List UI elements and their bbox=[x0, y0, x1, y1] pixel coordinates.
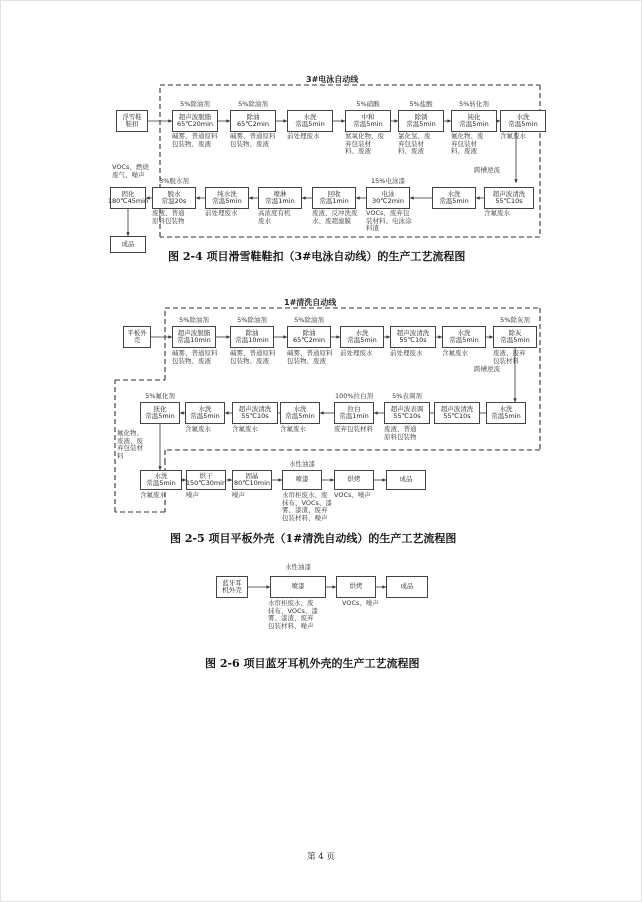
step-1line-row1-2-text: 除油 bbox=[302, 328, 316, 337]
input-tablet-shell-text: 平板外 bbox=[127, 328, 147, 337]
emission-note: 料、废液 bbox=[345, 147, 371, 156]
curing-step bbox=[107, 187, 149, 209]
reagent-label: 5%除灰剂 bbox=[500, 316, 530, 324]
step-1line-row3-1-text: 烘干 bbox=[199, 471, 213, 480]
step-3line-row1-1-text: 65℃2min bbox=[237, 120, 269, 128]
emission-note: 包装材料 bbox=[493, 356, 519, 365]
step-3line-row2-5-text: 常温5min bbox=[439, 197, 469, 205]
input-ski-buckle bbox=[116, 110, 148, 132]
step-1line-row1-3 bbox=[340, 326, 384, 348]
reagent-label: 5%硝酸 bbox=[356, 100, 380, 108]
product-box bbox=[110, 236, 146, 253]
step-3line-row2-2-text: 常温1min bbox=[265, 197, 295, 205]
spray-step-text: 喷漆 bbox=[291, 582, 305, 591]
emission-note: 氯化氢、废 bbox=[398, 132, 431, 140]
bake-step-text: 烘烤 bbox=[349, 582, 363, 591]
step-1line-row1-5 bbox=[442, 326, 486, 348]
step-3line-row1-2-text: 常温5min bbox=[295, 120, 325, 128]
reagent-label: 5%除油剂 bbox=[237, 316, 267, 324]
emission-note: 包装物、废液 bbox=[172, 139, 211, 148]
input-ski-buckle-text: 浮雪鞋 bbox=[122, 112, 142, 121]
reagent-label: 5%转化剂 bbox=[459, 100, 489, 108]
step-1line-row2-3-text: 常温5min bbox=[285, 412, 315, 420]
step-1line-row1-2 bbox=[287, 326, 331, 348]
step-1line-row1-0 bbox=[172, 326, 216, 348]
product-box-text: 成品 bbox=[121, 239, 135, 248]
step-3line-row2-3 bbox=[312, 187, 356, 209]
step-1line-row2-6-text: 55℃10s bbox=[443, 412, 471, 420]
curing-emission: 废气、噪声 bbox=[112, 170, 145, 179]
emission-note: 碱雾、普通原料 bbox=[287, 349, 333, 357]
step-1line-row3-0 bbox=[140, 470, 182, 490]
emission-note: 包装物、废液 bbox=[230, 139, 269, 148]
emission-note: 高浓度有机 bbox=[258, 209, 291, 217]
emission-note: 前处理废水 bbox=[340, 349, 373, 357]
step-3line-row2-4-text: 30℃2min bbox=[372, 197, 404, 205]
side-emission-note: 氟化物、 bbox=[117, 429, 143, 437]
emission-note: 含氟废水 bbox=[232, 425, 258, 433]
emission-note: 弃包装材 bbox=[398, 139, 424, 148]
emission-note: 雾、漆渣、废弃 bbox=[268, 614, 314, 623]
emission-note: 前处理废水 bbox=[390, 349, 423, 357]
step-1line-row1-6-text: 常温5min bbox=[500, 336, 530, 344]
step-3line-row2-1-text: 常温5min bbox=[212, 197, 242, 205]
emission-note: 碱雾、普通原料 bbox=[172, 132, 218, 140]
arrow-head bbox=[225, 411, 229, 414]
arrow-head bbox=[410, 196, 414, 199]
countercurrent-label: 跨槽逆流 bbox=[474, 365, 500, 373]
emission-note: 氮氧化物、废 bbox=[345, 132, 384, 140]
emission-note: 原料包装物 bbox=[152, 216, 185, 225]
step-1line-row1-0-text: 常温10min bbox=[177, 336, 211, 344]
figure-2-5-caption: 图 2-5 项目平板外壳（1#清洗自动线）的生产工艺流程图 bbox=[170, 532, 457, 545]
emission-note: 废液、普通 bbox=[152, 209, 185, 217]
step-3line-row2-6-text: 55℃10s bbox=[495, 197, 523, 205]
figure-2-6-caption: 图 2-6 项目蓝牙耳机外壳的生产工艺流程图 bbox=[205, 657, 420, 670]
input-earphone-shell-text: 蓝牙耳 bbox=[222, 578, 242, 587]
step-1line-row1-1 bbox=[230, 326, 274, 348]
step-1line-row2-2-text: 55℃10s bbox=[241, 412, 269, 420]
step-3line-row2-1-text: 纯水洗 bbox=[217, 189, 237, 198]
step-3line-row1-4-text: 常温5min bbox=[406, 120, 436, 128]
step-1line-row1-3-text: 水洗 bbox=[355, 328, 369, 337]
emission-note: 噪声 bbox=[186, 491, 199, 499]
step-1line-row1-2-text: 65℃2min bbox=[293, 336, 325, 344]
step-3line-row1-2 bbox=[287, 110, 333, 132]
step-3line-row1-6-text: 常温5min bbox=[508, 120, 538, 128]
step-1line-row1-3-text: 常温5min bbox=[347, 336, 377, 344]
step-1line-row1-6-text: 除灰 bbox=[508, 328, 522, 337]
page-number: 第 4 页 bbox=[307, 852, 335, 862]
step-1line-row1-5-text: 常温5min bbox=[449, 336, 479, 344]
input-ski-buckle-text: 鞋扣 bbox=[125, 120, 139, 128]
input-earphone-shell-text: 机外壳 bbox=[222, 586, 242, 594]
step-1line-row2-6 bbox=[434, 402, 480, 424]
emission-note: 包装材料、噪声 bbox=[282, 513, 328, 522]
step-1line-row3-4 bbox=[334, 470, 374, 490]
curing-step-text: 固化 bbox=[121, 189, 135, 198]
emission-note: 碱雾、普通原料 bbox=[172, 349, 218, 357]
reagent-label: 5%氟化剂 bbox=[145, 392, 175, 400]
emission-note: VOCs、噪声 bbox=[334, 491, 371, 499]
input-tablet-shell bbox=[123, 326, 151, 348]
emission-note: 水帘柜废水、废 bbox=[282, 491, 328, 499]
arrow-head bbox=[180, 411, 184, 414]
emission-note: 含氟废水 bbox=[500, 132, 526, 140]
step-1line-row2-6-text: 超声波清洗 bbox=[440, 404, 474, 413]
paint-label: 水性油漆 bbox=[285, 563, 311, 571]
step-1line-row2-7 bbox=[486, 402, 526, 424]
step-3line-row2-4-text: 电泳 bbox=[381, 189, 395, 198]
arrow-head bbox=[249, 196, 253, 199]
emission-note: 前处理废水 bbox=[287, 132, 320, 140]
emission-note: 碱雾、普通原料 bbox=[230, 349, 276, 357]
emission-note: 包装物、废液 bbox=[172, 356, 211, 365]
step-3line-row2-5-text: 水洗 bbox=[447, 189, 461, 198]
curing-emission: VOCs、燃烧 bbox=[112, 163, 149, 171]
reagent-label: 5%盐酸 bbox=[409, 100, 433, 108]
step-3line-row2-1 bbox=[205, 187, 249, 209]
bake-step bbox=[336, 576, 376, 598]
spray-step bbox=[270, 576, 326, 598]
reagent-label: 水性油漆 bbox=[289, 460, 315, 468]
step-1line-row2-4-text: 常温1min bbox=[339, 412, 369, 420]
emission-note: 料、废液 bbox=[398, 147, 424, 156]
countercurrent-label: 跨槽逆流 bbox=[474, 166, 500, 174]
arrow-head bbox=[374, 411, 378, 414]
step-1line-row2-2 bbox=[232, 402, 278, 424]
step-1line-row3-0-text: 水洗 bbox=[154, 471, 168, 480]
step-1line-row3-5-text: 成品 bbox=[399, 475, 413, 484]
step-1line-row3-4-text: 烘烤 bbox=[347, 475, 361, 484]
side-emission-note: 弃包装材 bbox=[117, 444, 143, 453]
line-label-3: 3#电泳自动线 bbox=[306, 75, 359, 84]
step-1line-row2-4 bbox=[334, 402, 374, 424]
emission-note: 包装材料、噪声 bbox=[268, 621, 314, 630]
step-3line-row1-0 bbox=[172, 110, 218, 132]
step-1line-row3-1 bbox=[186, 470, 226, 490]
side-emission-note: 废液、废 bbox=[117, 436, 143, 445]
step-3line-row2-6 bbox=[484, 187, 534, 209]
step-1line-row3-3-text: 喷漆 bbox=[295, 475, 309, 484]
line-label-1: 1#清洗自动线 bbox=[284, 298, 337, 307]
emission-note: 噪声 bbox=[232, 491, 245, 499]
emission-note: 废弃包装材料 bbox=[334, 425, 373, 433]
reagent-label: 5%表调剂 bbox=[392, 392, 422, 400]
reagent-label: 5%除油剂 bbox=[180, 100, 210, 108]
curing-step-text: 180℃45min bbox=[107, 197, 149, 205]
emission-note: 含氟废水 bbox=[280, 425, 306, 433]
step-1line-row2-0-text: 抚化 bbox=[153, 404, 167, 413]
arrow-head bbox=[320, 411, 324, 414]
input-tablet-shell-text: 壳 bbox=[133, 336, 141, 344]
arrow-head bbox=[514, 179, 517, 183]
step-1line-row2-1 bbox=[185, 402, 225, 424]
step-1line-row1-5-text: 水洗 bbox=[457, 328, 471, 337]
emission-note: 抹布、VOCs、漆 bbox=[268, 606, 318, 615]
step-3line-row1-5-text: 常温5min bbox=[459, 120, 489, 128]
emission-note: 废水 bbox=[258, 216, 271, 225]
step-3line-row1-5-text: 钝化 bbox=[467, 112, 481, 121]
step-1line-row1-4 bbox=[390, 326, 436, 348]
step-1line-row2-4-text: 拉白 bbox=[347, 404, 361, 413]
emission-note: 废液、反冲洗废 bbox=[312, 209, 358, 217]
arrow-head bbox=[356, 196, 360, 199]
step-3line-row2-0-text: 脱水 bbox=[167, 189, 181, 198]
emission-note: 氟化物、废 bbox=[451, 132, 484, 140]
step-3line-row1-0-text: 65℃20min bbox=[176, 120, 214, 128]
reagent-label: 5%除油剂 bbox=[179, 316, 209, 324]
step-1line-row2-0-text: 常温5min bbox=[145, 412, 175, 420]
step-3line-row2-2-text: 喷淋 bbox=[273, 189, 287, 198]
step-3line-row1-6 bbox=[500, 110, 546, 132]
emission-note: 装材料、电泳涂 bbox=[366, 216, 412, 225]
step-1line-row3-2 bbox=[232, 470, 272, 490]
step-1line-row3-5 bbox=[386, 470, 426, 490]
emission-note: 含氟废水 bbox=[140, 491, 166, 499]
step-1line-row2-5-text: 超声波表调 bbox=[390, 404, 424, 413]
step-3line-row2-0-text: 常温20s bbox=[161, 197, 187, 205]
emission-note: 料渣 bbox=[366, 224, 379, 233]
step-3line-row2-4 bbox=[366, 187, 410, 209]
emission-note: 含氟废水 bbox=[484, 209, 510, 217]
step-3line-row1-6-text: 水洗 bbox=[516, 112, 530, 121]
step-1line-row1-0-text: 超声波脱脂 bbox=[177, 328, 211, 337]
emission-note: 水帘柜废水、废 bbox=[268, 599, 314, 607]
side-emission-note: 料 bbox=[117, 451, 124, 460]
emission-note: 弃包装材 bbox=[451, 139, 477, 148]
step-3line-row1-1 bbox=[230, 110, 276, 132]
emission-note: 前处理废水 bbox=[205, 209, 238, 217]
emission-note: 原料包装物 bbox=[384, 432, 417, 441]
step-3line-row1-1-text: 除油 bbox=[246, 112, 260, 121]
step-1line-row2-5-text: 55℃10s bbox=[393, 412, 421, 420]
emission-note: 包装物、废液 bbox=[287, 356, 326, 365]
step-3line-row2-0 bbox=[152, 187, 196, 209]
step-1line-row3-3 bbox=[282, 470, 322, 490]
step-1line-row2-7-text: 水洗 bbox=[499, 404, 513, 413]
emission-note: 水、废超滤膜 bbox=[312, 216, 351, 225]
product-step bbox=[386, 576, 428, 598]
step-1line-row3-2-text: 固晶 bbox=[245, 471, 259, 480]
step-1line-row2-7-text: 常温5min bbox=[491, 412, 521, 420]
step-1line-row2-3 bbox=[280, 402, 320, 424]
reagent-label: 5%除油剂 bbox=[294, 316, 324, 324]
step-3line-row2-3-text: 常温1min bbox=[319, 197, 349, 205]
input-earphone-shell bbox=[216, 576, 248, 598]
step-1line-row1-1-text: 常温10min bbox=[235, 336, 269, 344]
emission-note: 废液、废弃 bbox=[493, 349, 526, 357]
emission-note: 弃包装材 bbox=[345, 139, 371, 148]
step-1line-row2-3-text: 水洗 bbox=[293, 404, 307, 413]
reagent-label: 100%拉白剂 bbox=[334, 392, 374, 400]
step-3line-row2-3-text: 回收 bbox=[327, 189, 341, 198]
step-1line-row3-1-text: 150℃30min bbox=[185, 479, 227, 487]
emission-note: 抹布、VOCs、漆 bbox=[282, 498, 332, 507]
step-3line-row2-6-text: 超声波清洗 bbox=[492, 189, 526, 198]
step-3line-row1-2-text: 水洗 bbox=[303, 112, 317, 121]
step-1line-row1-4-text: 55℃10s bbox=[399, 336, 427, 344]
reagent-label: 15%电泳漆 bbox=[371, 177, 405, 185]
step-3line-row1-5 bbox=[451, 110, 497, 132]
arrow-head bbox=[476, 196, 480, 199]
step-3line-row1-4-text: 除锈 bbox=[414, 112, 428, 121]
emission-note: 含氟废水 bbox=[442, 349, 468, 357]
step-1line-row1-6 bbox=[493, 326, 537, 348]
emission-note: VOCs、噪声 bbox=[342, 599, 379, 607]
step-1line-row1-4-text: 超声波清洗 bbox=[396, 328, 430, 337]
step-3line-row1-0-text: 超声波脱脂 bbox=[178, 112, 212, 121]
step-1line-row2-1-text: 常温5min bbox=[190, 412, 220, 420]
reagent-label: 3%脱水剂 bbox=[159, 177, 189, 185]
arrow-head bbox=[302, 196, 306, 199]
step-1line-row2-2-text: 超声波清洗 bbox=[238, 404, 272, 413]
step-3line-row2-5 bbox=[432, 187, 476, 209]
step-1line-row1-1-text: 除油 bbox=[245, 328, 259, 337]
emission-note: 雾、漆渣、废弃 bbox=[282, 506, 328, 515]
step-1line-row2-0 bbox=[140, 402, 180, 424]
step-1line-row3-2-text: 80℃10min bbox=[233, 479, 271, 487]
step-1line-row3-0-text: 常温5min bbox=[146, 479, 176, 487]
emission-note: 料、废液 bbox=[451, 147, 477, 156]
step-3line-row1-3 bbox=[345, 110, 391, 132]
figure-2-4-caption: 图 2-4 项目滑雪鞋鞋扣（3#电泳自动线）的生产工艺流程图 bbox=[168, 250, 466, 263]
reagent-label: 5%除油剂 bbox=[238, 100, 268, 108]
step-1line-row2-1-text: 水洗 bbox=[198, 404, 212, 413]
emission-note: 碱雾、普通原料 bbox=[230, 132, 276, 140]
step-3line-row1-3-text: 中和 bbox=[361, 112, 375, 121]
emission-note: 包装物、废液 bbox=[230, 356, 269, 365]
product-step-text: 成品 bbox=[400, 582, 414, 591]
step-1line-row2-5 bbox=[384, 402, 430, 424]
emission-note: VOCs、废弃包 bbox=[366, 209, 410, 217]
emission-note: 含氟废水 bbox=[185, 425, 211, 433]
emission-note: 废液、普通 bbox=[384, 425, 417, 433]
step-3line-row1-3-text: 常温5min bbox=[353, 120, 383, 128]
step-3line-row1-4 bbox=[398, 110, 444, 132]
step-3line-row2-2 bbox=[258, 187, 302, 209]
arrow-head bbox=[196, 196, 200, 199]
